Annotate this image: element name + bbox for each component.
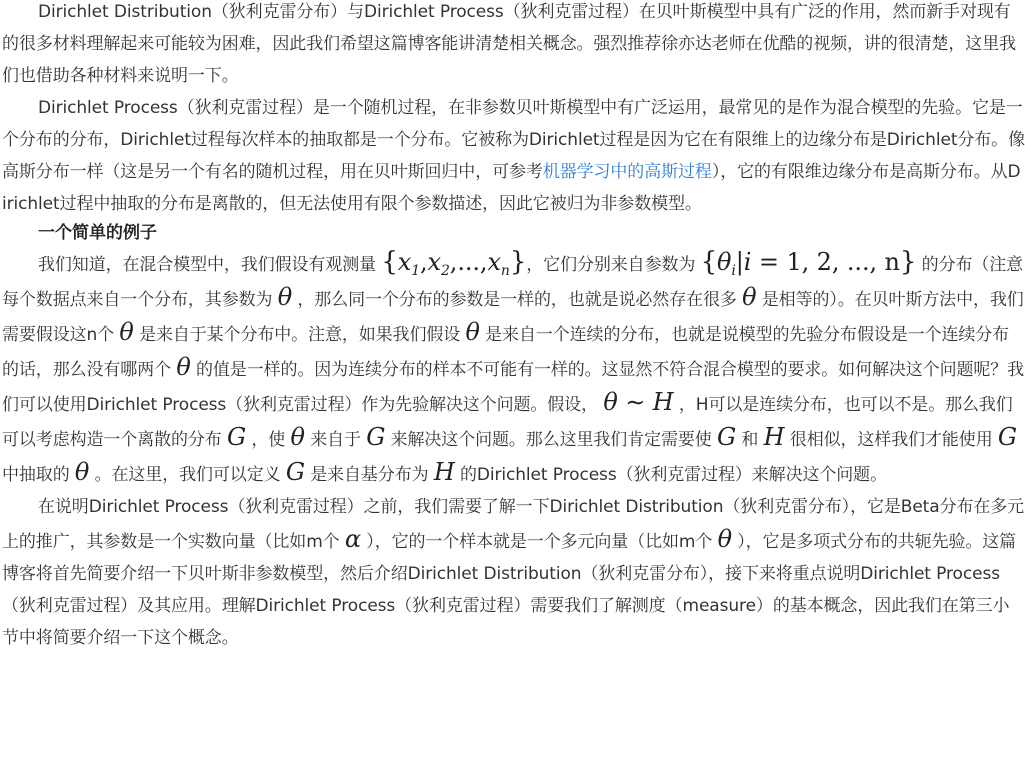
dd-text-c: ），它是多项式分布的共轭先验。这篇博客将首先简要介绍一下贝叶斯非参数模型，然后介绍Dirichlet Distribution（狄利克雷分布），接下来将重点说明Dirichlet Process（狄利克雷过程）及其应用。理解Dirichlet Process（狄利克雷过程）需要我们了解测度（measure）的基本概念，因此我们在第三小节中将简要介绍一下这个概念。 — [2, 532, 1017, 648]
observations-formula: $\{x_1,x_2,...,x_n\}$ — [381, 247, 527, 279]
g-symbol: G — [285, 458, 305, 486]
theta-symbol: θ — [717, 525, 732, 553]
theta-symbol: θ — [119, 318, 134, 346]
example-text-c: 的分布（注意每个数据点来自一个分布，其参数为 — [2, 255, 1024, 310]
example-text-r: 的Dirichlet Process（狄利克雷过程）来解决这个问题。 — [459, 465, 887, 485]
dp-definition-text-continued: ），它的有限维边缘分布是高斯分布。从Dirichlet过程中抽取的分布是离散的，但无法使用有限个参数描述，因此它被归为非参数模型。 — [2, 162, 1021, 214]
example-text-l: 来解决这个问题。那么这里我们肯定需要使 — [390, 430, 712, 450]
example-text-a: 我们知道，在混合模型中，我们假设有观测量 — [38, 255, 376, 275]
gaussian-process-link[interactable]: 机器学习中的高斯过程 — [542, 162, 712, 182]
theta-symbol: θ — [176, 353, 191, 381]
g-symbol: G — [366, 423, 386, 451]
theta-symbol: θ — [742, 283, 757, 311]
section-heading: 一个简单的例子 — [38, 223, 157, 243]
example-text-k: 来自于 — [310, 430, 361, 450]
example-paragraph — [2, 246, 1025, 491]
example-text-o: 中抽取的 — [2, 465, 70, 485]
example-text-n: 很相似，这样我们才能使用 — [789, 430, 993, 450]
dp-definition-paragraph — [2, 92, 1025, 220]
example-text-i: ，H可以是连续分布，也可以不是。那么我们可以考虑构造一个离散的分布 — [2, 395, 1013, 450]
example-text-b: ，它们分别来自参数为 — [526, 255, 696, 275]
theta-symbol: θ — [277, 283, 293, 311]
example-text-q: 是来自基分布为 — [310, 465, 429, 485]
g-symbol: G — [227, 423, 247, 451]
g-symbol: G — [997, 423, 1017, 451]
dirichlet-distribution-paragraph — [2, 491, 1025, 654]
prior-formula: θ ∼ H — [603, 388, 674, 416]
g-symbol: G — [717, 423, 737, 451]
intro-text: Dirichlet Distribution（狄利克雷分布）与Dirichlet Process（狄利克雷过程）在贝叶斯模型中具有广泛的作用，然而新手对现有的很多材料理解起来可能较为困难，因此我们希望这篇博客能讲清楚相关概念。强烈推荐徐亦达老师在优酷的视频，讲的很清楚，这里我们也借助各种材料来说明一下。 — [2, 2, 1016, 86]
example-text-p: 。在这里，我们可以定义 — [94, 465, 281, 485]
parameters-formula: {$\theta_i|i = 1$, 2, ..., n} — [700, 247, 917, 279]
example-text-g: 是来自一个连续的分布，也就是说模型的先验分布假设是一个连续分布的话，那么没有哪两个 — [2, 325, 1010, 380]
example-text-e: 是相等的）。在贝叶斯方法中，我们需要假设这n个 — [2, 290, 1024, 345]
example-text-m: 和 — [741, 430, 759, 450]
alpha-symbol: α — [344, 525, 361, 553]
intro-paragraph — [2, 0, 1025, 92]
dd-text-a: 在说明Dirichlet Process（狄利克雷过程）之前，我们需要了解一下Dirichlet Distribution（狄利克雷分布），它是Beta分布在多元上的推广，其参数是一个实数向量（比如m个 — [2, 497, 1025, 552]
theta-symbol: θ — [290, 423, 305, 451]
dp-definition-text: Dirichlet Process（狄利克雷过程）是一个随机过程，在非参数贝叶斯模型中有广泛运用，最常见的是作为混合模型的先验。它是一个分布的分布，Dirichlet过程每次样本的抽取都是一个分布。它被称为Dirichlet过程是因为它在有限维上的边缘分布是Dirichlet分布。像高斯分布一样（这是另一个有名的随机过程，用在贝叶斯回归中，可参考 — [2, 98, 1025, 182]
h-symbol: H — [433, 458, 455, 486]
example-text-h: 的值是一样的。因为连续分布的样本不可能有一样的。这显然不符合混合模型的要求。如何解决这个问题呢？我们可以使用Dirichlet Process（狄利克雷过程）作为先验解决这个问题。假设， — [2, 360, 1025, 415]
example-text-j: ，使 — [251, 430, 286, 450]
example-text-f: 是来自于某个分布中。注意，如果我们假设 — [139, 325, 461, 345]
theta-symbol: θ — [465, 318, 480, 346]
theta-symbol: θ — [74, 458, 90, 486]
example-text-d: ，那么同一个分布的参数是一样的，也就是说必然存在很多 — [297, 290, 737, 310]
dd-text-b: ），它的一个样本就是一个多元向量（比如m个 — [366, 532, 713, 552]
h-symbol: H — [763, 423, 785, 451]
